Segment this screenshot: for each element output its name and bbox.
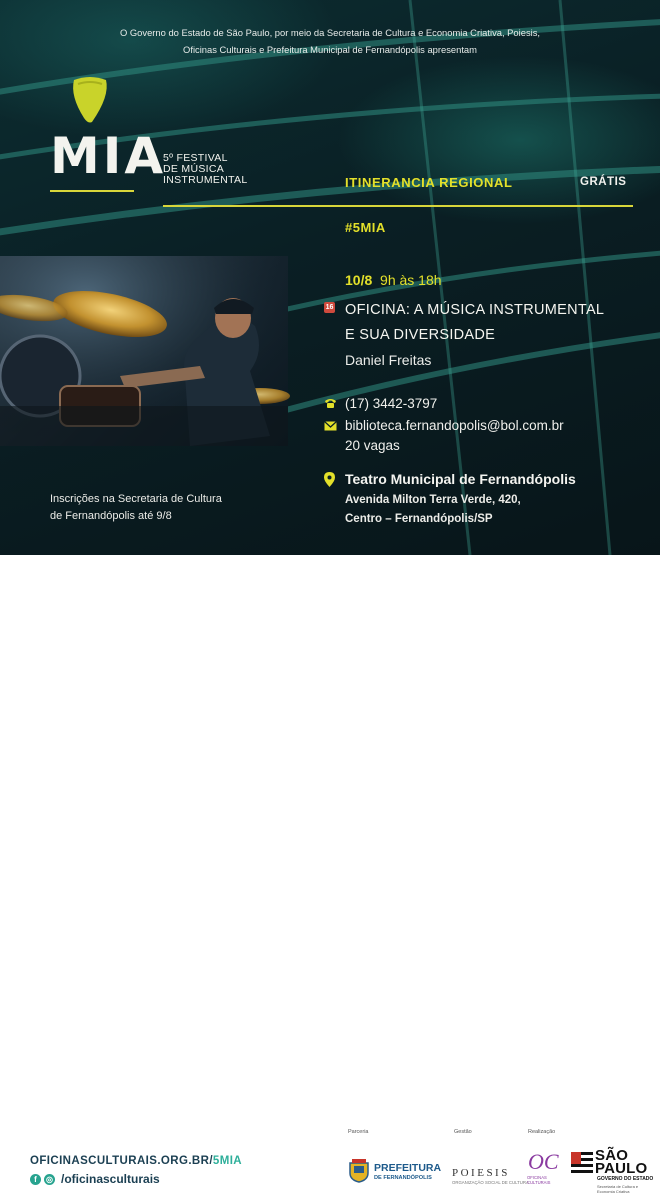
credits-line-1: O Governo do Estado de São Paulo, por meio da Secretaria de Cultura e Economia Criativa, Poiesis,	[119, 27, 541, 38]
sao-paulo-logo-name	[595, 1149, 647, 1175]
sponsor-credits	[80, 24, 580, 58]
phone-icon	[324, 398, 337, 409]
festival-name-line-2: DE MÚSICA	[163, 163, 225, 175]
oficinas-culturais-logo-mark: OC	[528, 1149, 559, 1174]
poster-hero	[0, 0, 660, 555]
guitar-pick-logo-icon	[70, 76, 110, 124]
drummer-photo	[0, 256, 288, 446]
social-handle[interactable]: /oficinasculturais	[61, 1172, 160, 1186]
prefeitura-logo-city: DE FERNANDÓPOLIS	[374, 1175, 432, 1181]
address-line-1: Avenida Milton Terra Verde, 420,	[345, 494, 521, 506]
contact-email: biblioteca.fernandopolis@bol.com.br	[345, 418, 564, 433]
festival-logo-text: MIA	[50, 127, 167, 185]
oc-sub-line-1: OFICINAS	[527, 1175, 547, 1180]
social-links	[30, 1172, 160, 1186]
hashtag: #5MIA	[345, 220, 386, 235]
label-gestao: Gestão	[454, 1129, 472, 1135]
oc-sub-line-2: CULTURAIS	[527, 1180, 551, 1185]
location-pin-icon	[324, 472, 335, 487]
credits-line-2: Oficinas Culturais e Prefeitura Municipal de Fernandópolis apresentam	[183, 44, 477, 55]
fernandopolis-coat-of-arms-icon	[348, 1159, 370, 1183]
registration-line-2: de Fernandópolis até 9/8	[50, 510, 172, 522]
label-parceria: Parceria	[348, 1129, 369, 1135]
facebook-icon[interactable]: f	[30, 1174, 41, 1185]
event-time: 9h às 18h	[380, 272, 442, 288]
event-date: 10/8	[345, 272, 373, 288]
workshop-title	[345, 298, 635, 348]
sp-line-2: PAULO	[595, 1160, 648, 1177]
registration-line-1: Inscrições na Secretaria de Cultura	[50, 493, 222, 505]
website-link[interactable]	[30, 1155, 242, 1167]
website-slug: 5MIA	[212, 1155, 242, 1167]
workshop-title-line-1: OFICINA: A MÚSICA INSTRUMENTAL	[345, 302, 605, 318]
mail-icon	[324, 421, 337, 431]
event-datetime	[345, 272, 442, 288]
logo-underline	[50, 190, 134, 192]
program-name: ITINERANCIA REGIONAL	[345, 175, 513, 190]
workshop-title-line-2: E SUA DIVERSIDADE	[345, 327, 496, 343]
poiesis-logo-sub: ORGANIZAÇÃO SOCIAL DE CULTURA	[452, 1180, 529, 1185]
sao-paulo-gov-label: GOVERNO DO ESTADO	[597, 1176, 654, 1182]
header-divider	[163, 205, 633, 207]
poiesis-logo-name: POIESIS	[452, 1167, 510, 1179]
festival-name	[163, 153, 248, 186]
contact-phone: (17) 3442-3797	[345, 396, 438, 411]
footer	[0, 555, 660, 1194]
instructor-name: Daniel Freitas	[345, 352, 432, 368]
prefeitura-logo-name: PREFEITURA	[374, 1162, 442, 1174]
website-domain: OFICINASCULTURAIS.ORG.BR/	[30, 1155, 213, 1167]
instagram-icon[interactable]: ◎	[44, 1174, 55, 1185]
registration-info	[50, 491, 222, 525]
sao-paulo-flag-icon	[571, 1152, 593, 1178]
oficinas-culturais-logo-text	[527, 1175, 550, 1185]
sp-line-1: SÃO	[595, 1147, 629, 1164]
festival-name-line-3: INSTRUMENTAL	[163, 174, 248, 186]
address-line-2: Centro – Fernandópolis/SP	[345, 513, 493, 525]
venue-name: Teatro Municipal de Fernandópolis	[345, 471, 576, 487]
price-label: GRÁTIS	[580, 176, 627, 188]
label-realizacao: Realização	[528, 1129, 556, 1135]
drummer-illustration	[0, 256, 288, 446]
sao-paulo-secretaria-label: Secretaria de Cultura e Economia Criativa	[597, 1184, 639, 1194]
festival-name-line-1: 5º FESTIVAL	[163, 152, 228, 164]
calendar-icon: 16	[325, 304, 334, 311]
vacancies: 20 vagas	[345, 438, 400, 453]
venue-address	[345, 491, 521, 529]
